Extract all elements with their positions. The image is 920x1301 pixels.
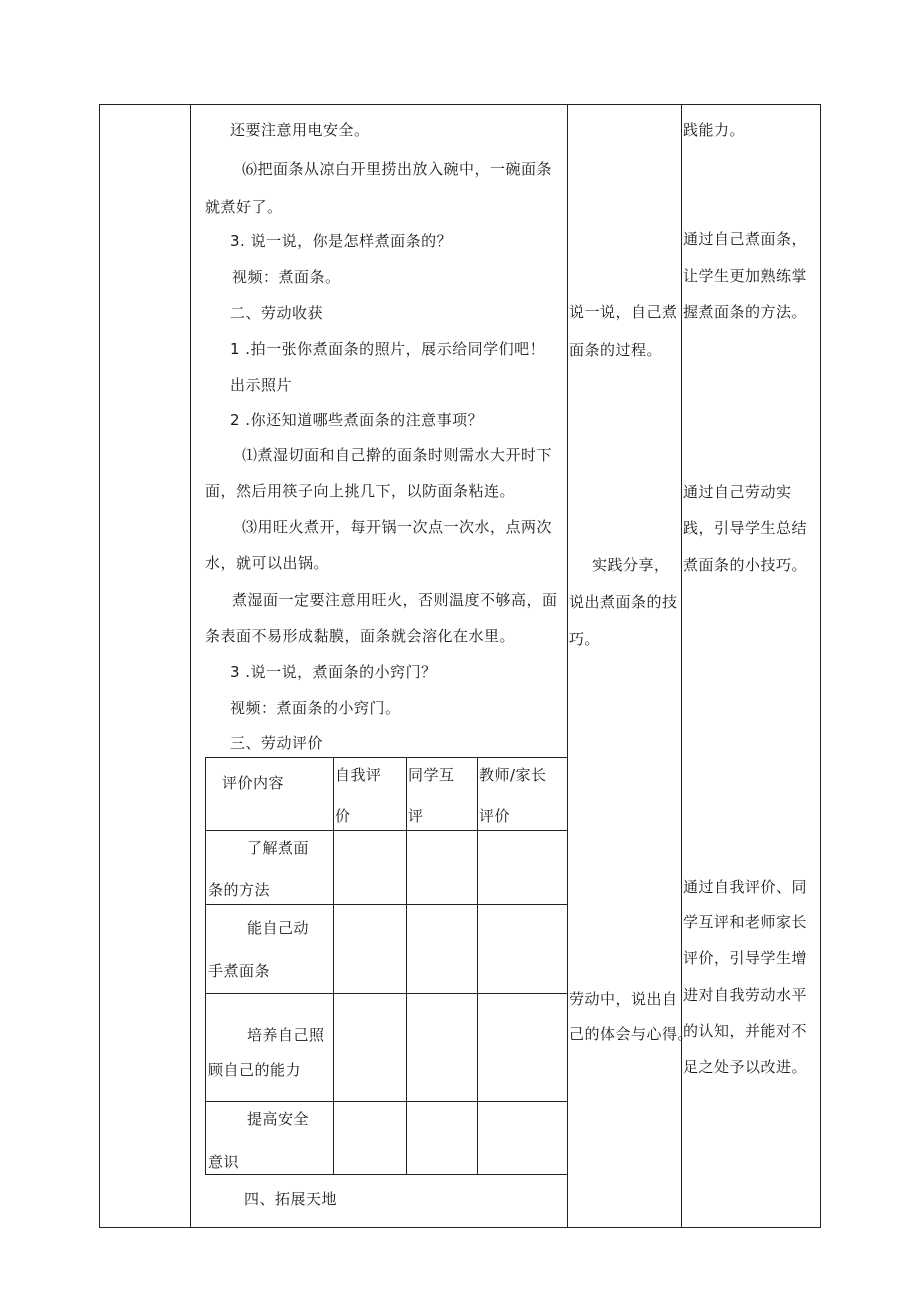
purpose-line: 学互评和老师家长 [683,913,808,931]
eval-header-content: 评价内容 [222,774,285,792]
section-heading: 四、拓展天地 [244,1190,338,1208]
eval-table-bottom-border [205,1174,567,1175]
eval-header-peer: 评 [408,807,424,825]
purpose-line: 评价，引导学生增 [683,949,808,967]
student-line: 己的体会与心得。 [569,1025,694,1043]
eval-table-row-divider [205,830,567,831]
table-left-border [99,104,100,1228]
purpose-line: 通过自我评价、同 [683,878,808,896]
purpose-line: 践，引导学生总结 [683,519,808,537]
section-heading: 三、劳动评价 [230,734,324,752]
eval-header-self: 自我评 [335,766,382,784]
purpose-line: 足之处予以改进。 [683,1058,808,1076]
content-line: ⑶用旺火煮开，每开锅一次点一次水，点两次 [242,518,553,536]
eval-row-label: 条的方法 [208,881,271,899]
column-divider-2 [567,104,568,1228]
content-line: 3 .说一说，煮面条的小窍门？ [230,663,437,681]
content-line: 还要注意用电安全。 [230,121,370,139]
purpose-line: 践能力。 [683,121,746,139]
eval-row-label: 提高安全 [247,1110,310,1128]
eval-row-label: 了解煮面 [247,839,310,857]
content-line: 2 .你还知道哪些煮面条的注意事项？ [230,411,484,429]
content-line: ⑹把面条从凉白开里捞出放入碗中，一碗面条 [242,160,553,178]
content-line: 煮湿面一定要注意用旺火，否则温度不够高，面 [232,591,558,609]
table-top-border [99,104,821,105]
content-line: 就煮好了。 [205,198,283,216]
eval-row-label: 顾自己的能力 [208,1061,302,1079]
content-line: 1 .拍一张你煮面条的照片，展示给同学们吧！ [230,340,546,358]
purpose-line: 通过自己煮面条， [683,230,808,248]
content-line: 出示照片 [230,376,293,394]
content-line: 3. 说一说，你是怎样煮面条的？ [230,232,453,250]
content-line: 水，就可以出锅。 [205,554,330,572]
column-divider-1 [190,104,191,1228]
table-bottom-border [99,1227,821,1228]
eval-table-left-border [205,757,206,1175]
eval-table-col-divider [406,757,407,1175]
eval-row-label: 意识 [208,1153,240,1171]
student-line: 说一说，自己煮 [569,303,678,321]
eval-table-row-divider [205,904,567,905]
eval-table-top-border [205,757,567,758]
content-line: 面，然后用筷子向上挑几下，以防面条粘连。 [205,482,516,500]
eval-table-row-divider [205,1101,567,1102]
student-line: 劳动中，说出自 [569,990,678,1008]
purpose-line: 让学生更加熟练掌 [683,267,808,285]
eval-header-self: 价 [335,807,351,825]
column-divider-3 [681,104,682,1228]
eval-header-peer: 同学互 [408,766,455,784]
eval-header-teacher: 教师/家长 [479,766,547,784]
eval-row-label: 培养自己照 [247,1026,325,1044]
purpose-line: 煮面条的小技巧。 [683,556,808,574]
student-line: 实践分享， [592,556,670,574]
eval-table-col-divider [333,757,334,1175]
purpose-line: 通过自己劳动实 [683,483,792,501]
purpose-line: 的认知，并能对不 [683,1022,808,1040]
content-line: ⑴煮湿切面和自己擀的面条时则需水大开时下 [242,446,553,464]
eval-table-col-divider [477,757,478,1175]
table-right-border [820,104,821,1228]
section-heading: 二、劳动收获 [230,304,324,322]
purpose-line: 握煮面条的方法。 [683,303,808,321]
content-line: 视频：煮面条的小窍门。 [230,699,401,717]
eval-table-row-divider [205,993,567,994]
content-line: 视频：煮面条。 [232,268,341,286]
eval-header-teacher: 评价 [479,807,511,825]
student-line: 说出煮面条的技 [569,593,678,611]
student-line: 面条的过程。 [569,341,663,359]
eval-row-label: 能自己动 [247,919,310,937]
student-line: 巧。 [569,630,601,648]
content-line: 条表面不易形成黏膜，面条就会溶化在水里。 [205,627,516,645]
purpose-line: 进对自我劳动水平 [683,986,808,1004]
eval-row-label: 手煮面条 [208,962,271,980]
